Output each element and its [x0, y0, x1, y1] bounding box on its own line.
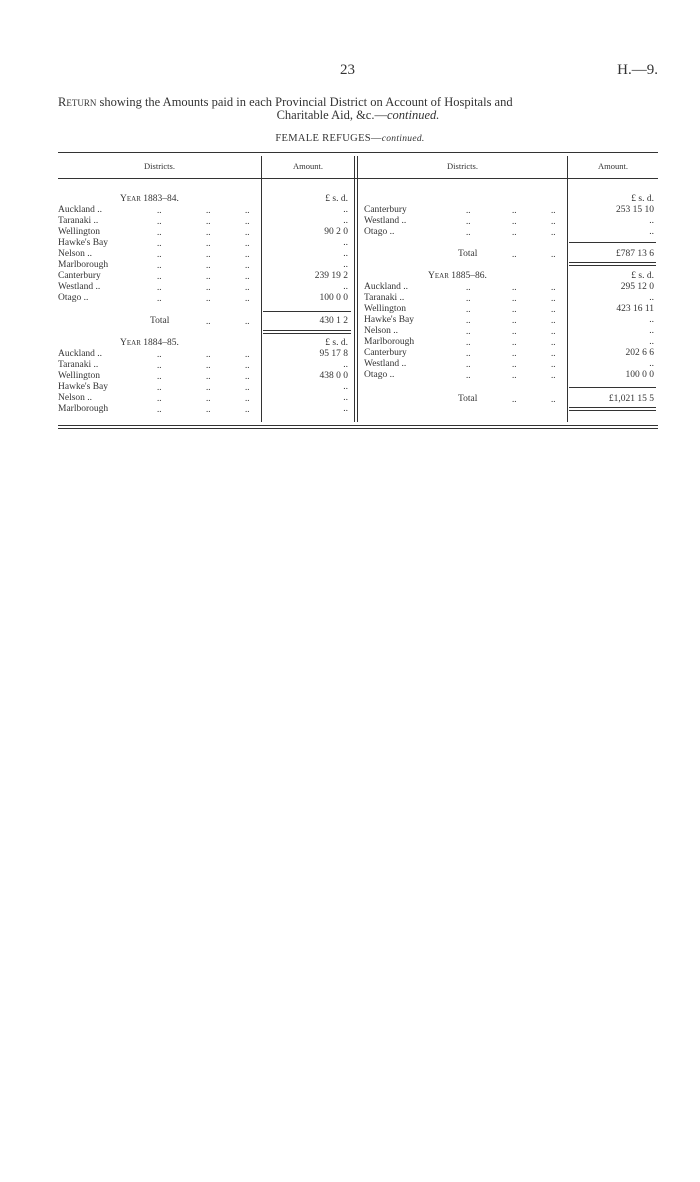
- leader-dots: ..: [512, 326, 517, 336]
- leader-dots: ..: [157, 227, 162, 237]
- district-amount: ..: [343, 216, 348, 226]
- leader-dots: ..: [512, 205, 517, 215]
- district-name: Wellington: [58, 371, 100, 381]
- district-name: Hawke's Bay: [58, 382, 108, 392]
- leader-dots: ..: [551, 359, 556, 369]
- district-name: Otago ..: [364, 227, 395, 237]
- column-divider: [354, 156, 355, 422]
- currency-units: £ s. d.: [631, 194, 654, 204]
- district-name: Hawke's Bay: [58, 238, 108, 248]
- leader-dots: ..: [551, 370, 556, 380]
- district-name: Otago ..: [58, 293, 89, 303]
- leader-dots: ..: [206, 216, 211, 226]
- subtotal-rule: [263, 311, 351, 312]
- leader-dots: ..: [466, 227, 471, 237]
- district-name: Nelson ..: [58, 249, 93, 259]
- district-amount: 438 0 0: [319, 371, 348, 381]
- total-rule-2: [569, 265, 656, 266]
- district-name: Wellington: [58, 227, 100, 237]
- header-districts-right: Districts.: [447, 161, 478, 171]
- leader-dots: ..: [157, 282, 162, 292]
- district-amount: 95 17 8: [319, 349, 348, 359]
- year-heading: Year 1885–86.: [428, 271, 487, 281]
- leader-dots: ..: [206, 249, 211, 259]
- total-label: Total: [458, 249, 478, 259]
- leader-dots: ..: [512, 337, 517, 347]
- district-name: Auckland ..: [364, 282, 409, 292]
- district-name: Auckland ..: [58, 205, 103, 215]
- district-name: Canterbury: [364, 205, 407, 215]
- header-amount-left: Amount.: [293, 161, 323, 171]
- leader-dots: ..: [206, 393, 211, 403]
- leader-dots: ..: [245, 249, 250, 259]
- leader-dots: ..: [245, 316, 250, 326]
- title-line2-italic: continued.: [386, 108, 440, 122]
- leader-dots: ..: [157, 371, 162, 381]
- column-divider-double: [357, 156, 358, 422]
- leader-dots: ..: [245, 216, 250, 226]
- district-amount: 90 2 0: [324, 227, 348, 237]
- leader-dots: ..: [206, 360, 211, 370]
- total-rule: [569, 262, 656, 263]
- district-name: Taranaki ..: [58, 216, 99, 226]
- leader-dots: ..: [245, 293, 250, 303]
- leader-dots: ..: [157, 382, 162, 392]
- leader-dots: ..: [206, 260, 211, 270]
- district-name: Hawke's Bay: [364, 315, 414, 325]
- district-name: Marlborough: [364, 337, 415, 347]
- leader-dots: ..: [466, 205, 471, 215]
- leader-dots: ..: [512, 293, 517, 303]
- document-reference: H.—9.: [617, 62, 658, 78]
- leader-dots: ..: [512, 304, 517, 314]
- district-name: Nelson ..: [58, 393, 93, 403]
- leader-dots: ..: [245, 271, 250, 281]
- leader-dots: ..: [245, 238, 250, 248]
- total-rule: [263, 330, 351, 331]
- leader-dots: ..: [157, 205, 162, 215]
- leader-dots: ..: [551, 337, 556, 347]
- total-amount: 430 1 2: [319, 316, 348, 326]
- district-amount: ..: [343, 205, 348, 215]
- table-bottom-rule-2: [58, 428, 658, 429]
- total-rule: [569, 407, 656, 408]
- currency-units: £ s. d.: [631, 271, 654, 281]
- district-amount: ..: [649, 216, 654, 226]
- district-amount: ..: [649, 293, 654, 303]
- district-name: Wellington: [364, 304, 406, 314]
- leader-dots: ..: [551, 315, 556, 325]
- leader-dots: ..: [551, 216, 556, 226]
- leader-dots: ..: [551, 293, 556, 303]
- district-amount: ..: [343, 238, 348, 248]
- leader-dots: ..: [157, 271, 162, 281]
- leader-dots: ..: [245, 260, 250, 270]
- district-name: Westland ..: [364, 216, 407, 226]
- leader-dots: ..: [466, 304, 471, 314]
- leader-dots: ..: [245, 360, 250, 370]
- leader-dots: ..: [512, 370, 517, 380]
- header-districts-left: Districts.: [144, 161, 175, 171]
- district-name: Marlborough: [58, 260, 109, 270]
- table-title: [58, 96, 658, 122]
- district-name: Otago ..: [364, 370, 395, 380]
- district-name: Taranaki ..: [364, 293, 405, 303]
- leader-dots: ..: [206, 349, 211, 359]
- district-amount: ..: [649, 359, 654, 369]
- title-line1: showing the Amounts paid in each Provincial District on Account of Hospitals and: [99, 95, 513, 109]
- district-name: Canterbury: [58, 271, 101, 281]
- leader-dots: ..: [206, 205, 211, 215]
- leader-dots: ..: [466, 293, 471, 303]
- district-name: Westland ..: [58, 282, 101, 292]
- leader-dots: ..: [551, 304, 556, 314]
- leader-dots: ..: [512, 315, 517, 325]
- leader-dots: ..: [512, 216, 517, 226]
- leader-dots: ..: [206, 271, 211, 281]
- district-name: Marlborough: [58, 404, 109, 414]
- leader-dots: ..: [157, 260, 162, 270]
- leader-dots: ..: [551, 348, 556, 358]
- table-bottom-rule: [58, 425, 658, 426]
- header-bottom-rule: [58, 178, 658, 179]
- leader-dots: ..: [551, 249, 556, 259]
- district-amount: 423 16 11: [616, 304, 654, 314]
- total-label: Total: [150, 316, 170, 326]
- leader-dots: ..: [466, 370, 471, 380]
- district-amount: ..: [343, 382, 348, 392]
- leader-dots: ..: [157, 360, 162, 370]
- leader-dots: ..: [466, 337, 471, 347]
- leader-dots: ..: [206, 371, 211, 381]
- district-name: Canterbury: [364, 348, 407, 358]
- leader-dots: ..: [551, 326, 556, 336]
- leader-dots: ..: [551, 282, 556, 292]
- total-rule-2: [263, 333, 351, 334]
- district-name: Taranaki ..: [58, 360, 99, 370]
- district-amount: 100 0 0: [625, 370, 654, 380]
- district-amount: ..: [343, 360, 348, 370]
- leader-dots: ..: [206, 293, 211, 303]
- leader-dots: ..: [245, 393, 250, 403]
- leader-dots: ..: [245, 282, 250, 292]
- district-amount: ..: [649, 227, 654, 237]
- leader-dots: ..: [206, 316, 211, 326]
- currency-units: £ s. d.: [325, 194, 348, 204]
- leader-dots: ..: [466, 315, 471, 325]
- leader-dots: ..: [157, 404, 162, 414]
- header-amount-right: Amount.: [598, 161, 628, 171]
- total-rule-2: [569, 410, 656, 411]
- district-amount: 295 12 0: [620, 282, 654, 292]
- district-name: Westland ..: [364, 359, 407, 369]
- leader-dots: ..: [206, 238, 211, 248]
- leader-dots: ..: [245, 349, 250, 359]
- leader-dots: ..: [157, 238, 162, 248]
- leader-dots: ..: [157, 349, 162, 359]
- leader-dots: ..: [512, 249, 517, 259]
- district-amount: ..: [649, 315, 654, 325]
- total-label: Total: [458, 394, 478, 404]
- title-line2: Charitable Aid, &c.—: [276, 108, 387, 122]
- subtotal-rule: [569, 242, 656, 243]
- district-amount: 100 0 0: [319, 293, 348, 303]
- leader-dots: ..: [466, 216, 471, 226]
- leader-dots: ..: [512, 359, 517, 369]
- leader-dots: ..: [512, 348, 517, 358]
- year-heading: Year 1884–85.: [120, 338, 179, 348]
- leader-dots: ..: [206, 382, 211, 392]
- district-name: Nelson ..: [364, 326, 399, 336]
- leader-dots: ..: [245, 371, 250, 381]
- page-number: 23: [340, 62, 355, 78]
- leader-dots: ..: [551, 394, 556, 404]
- leader-dots: ..: [206, 282, 211, 292]
- leader-dots: ..: [512, 282, 517, 292]
- leader-dots: ..: [512, 394, 517, 404]
- leader-dots: ..: [551, 205, 556, 215]
- district-amount: ..: [343, 249, 348, 259]
- leader-dots: ..: [551, 227, 556, 237]
- district-amount: ..: [343, 282, 348, 292]
- leader-dots: ..: [157, 393, 162, 403]
- year-heading: Year 1883–84.: [120, 194, 179, 204]
- title-first-word: Return: [58, 95, 97, 109]
- section-subtitle: FEMALE REFUGES—continued.: [275, 133, 425, 144]
- district-name: Auckland ..: [58, 349, 103, 359]
- leader-dots: ..: [206, 227, 211, 237]
- district-amount: ..: [649, 337, 654, 347]
- district-amount: ..: [343, 393, 348, 403]
- currency-units: £ s. d.: [325, 338, 348, 348]
- leader-dots: ..: [157, 293, 162, 303]
- leader-dots: ..: [206, 404, 211, 414]
- leader-dots: ..: [157, 216, 162, 226]
- leader-dots: ..: [512, 227, 517, 237]
- leader-dots: ..: [157, 249, 162, 259]
- district-amount: 202 6 6: [625, 348, 654, 358]
- leader-dots: ..: [466, 282, 471, 292]
- district-amount: ..: [343, 260, 348, 270]
- leader-dots: ..: [245, 404, 250, 414]
- district-amount: ..: [649, 326, 654, 336]
- table-top-rule: [58, 152, 658, 153]
- district-amount: 253 15 10: [616, 205, 654, 215]
- total-amount: £1,021 15 5: [608, 394, 654, 404]
- district-amount: ..: [343, 404, 348, 414]
- district-amount: 239 19 2: [314, 271, 348, 281]
- leader-dots: ..: [245, 227, 250, 237]
- leader-dots: ..: [245, 205, 250, 215]
- leader-dots: ..: [245, 382, 250, 392]
- leader-dots: ..: [466, 326, 471, 336]
- total-amount: £787 13 6: [616, 249, 654, 259]
- leader-dots: ..: [466, 359, 471, 369]
- subtotal-rule: [569, 387, 656, 388]
- leader-dots: ..: [466, 348, 471, 358]
